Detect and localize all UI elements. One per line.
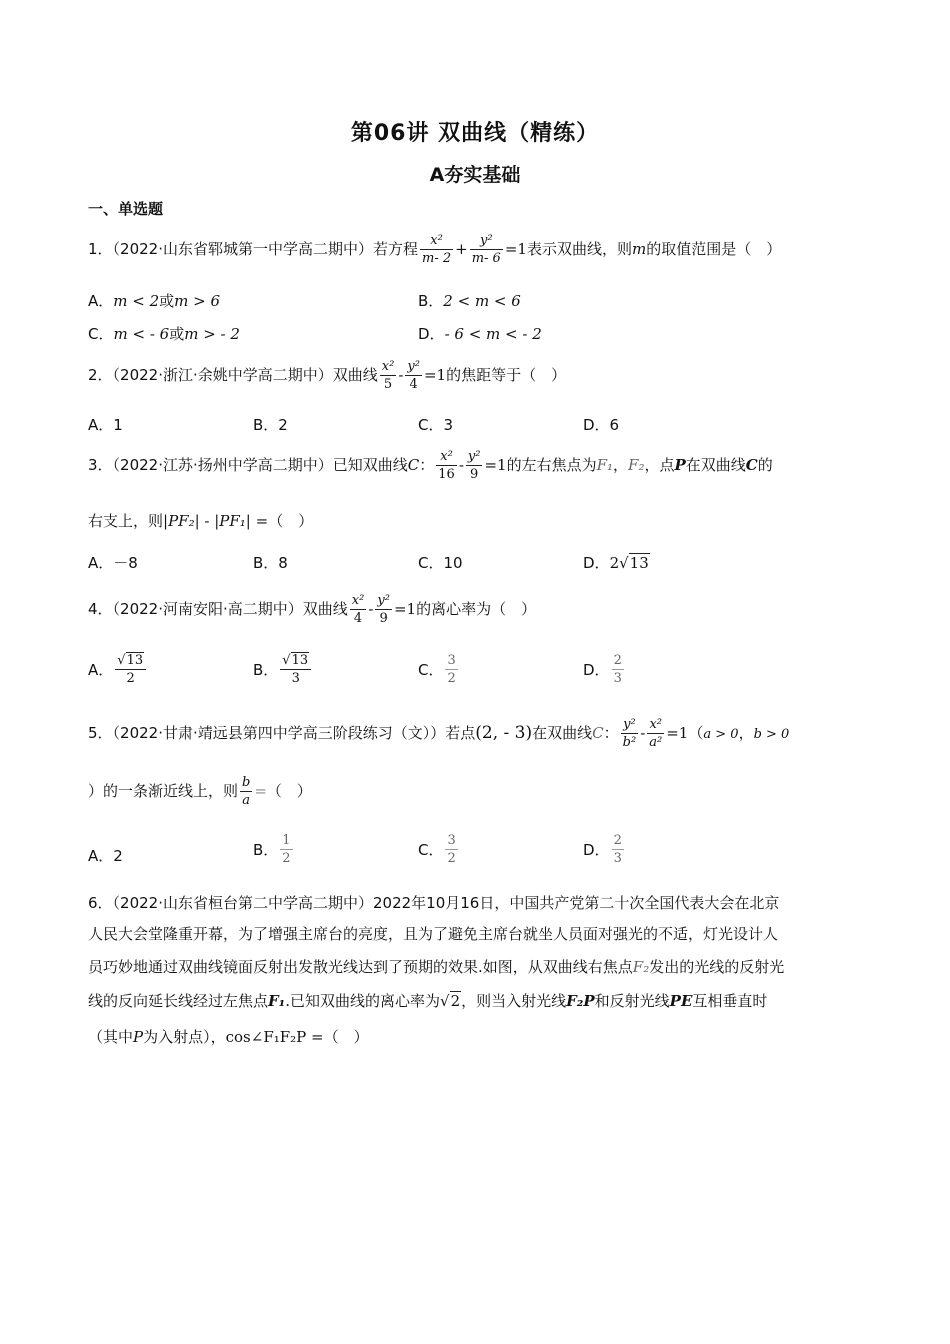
question-6-line-3: 员巧妙地通过双曲线镜面反射出发散光线达到了预期的效果.如图，从双曲线右焦点F₂发出的光线的反射光 <box>88 958 785 976</box>
fraction: $\frac{\text{x²}}{5}$ <box>381 359 395 392</box>
option-a: A．－8 <box>88 554 138 572</box>
option-c: C． $\frac{3}{2}$ <box>418 653 456 686</box>
question-2: 2．（2022·浙江·余姚中学高二期中）双曲线 $\frac{\text{x²}}{5}$ - $\frac{\text{y²}}{4}$ =1的焦距等于（ ） <box>88 359 567 392</box>
fraction: $\frac{\text{y²}}{m- 6}$ <box>471 233 501 266</box>
option-b: B．2 < m < 6 <box>418 292 521 310</box>
option-b: B．8 <box>253 554 288 572</box>
question-6-line-2: 人民大会堂隆重开幕，为了增强主席台的亮度，且为了避免主席台就坐人员面对强光的不适，灯光设计人 <box>88 925 779 943</box>
section-heading: 一、单选题 <box>88 200 164 218</box>
option-c: C． $\frac{3}{2}$ <box>418 833 456 866</box>
question-5-line-2: ）的一条渐近线上，则 $\frac{b}{a}$ =（ ） <box>88 775 312 808</box>
fraction: $\frac{\text{y²}}{4}$ <box>407 359 420 392</box>
question-3-line-2: 右支上，则|PF₂| - |PF₁| =（ ） <box>88 512 314 530</box>
option-c: C．m < - 6或m > - 2 <box>88 325 240 343</box>
question-source: （2022·山东省郓城第一中学高二期中）若方程 <box>112 240 418 258</box>
option-d: D． $\frac{2}{3}$ <box>583 653 622 686</box>
question-6-line-1: 6．（2022·山东省桓台第二中学高二期中）2022年10月16日，中国共产党第二十次全国代表大会在北京 <box>88 894 780 912</box>
fraction: $\frac{\text{x²}}{4}$ <box>351 593 365 626</box>
question-3: 3．（2022·江苏·扬州中学高二期中）已知双曲线C： $\frac{\text{x²}}{16}$ - $\frac{\text{y²}}{9}$ =1的左右焦点为F₁，F₂，点P在双曲线C的 <box>88 449 773 482</box>
option-c: C．10 <box>418 554 463 572</box>
option-d: D． $\frac{2}{3}$ <box>583 833 622 866</box>
page-subtitle: A夯实基础 <box>429 164 521 186</box>
fraction: $\frac{\text{y²}}{9}$ <box>377 593 390 626</box>
option-a: A．2 <box>88 847 123 865</box>
question-5: 5．（2022·甘肃·靖远县第四中学高三阶段练习（文））若点(2, - 3)在双曲线C： $\frac{\text{y²}}{\text{b²}}$ - $\frac{\text{x²}}{\text{a²}}$ =1（a > 0，b > 0 <box>88 717 790 750</box>
option-d: D．2√13 <box>583 554 649 572</box>
fraction: $\frac{b}{a}$ <box>242 775 251 808</box>
option-a: A． $\frac{√13}{2}$ <box>88 652 148 687</box>
option-d: D．6 <box>583 416 620 434</box>
option-b: B．2 <box>253 416 288 434</box>
question-4: 4．（2022·河南安阳·高二期中）双曲线 $\frac{\text{x²}}{4}$ - $\frac{\text{y²}}{9}$ =1的离心率为（ ） <box>88 593 537 626</box>
question-6-line-4: 线的反向延长线经过左焦点F₁.已知双曲线的离心率为√2，则当入射光线F₂P和反射光线PE互相垂直时 <box>88 992 768 1010</box>
option-b: B． $\frac{1}{2}$ <box>253 833 291 866</box>
question-number: 1． <box>88 240 113 258</box>
question-6-line-5: （其中P为入射点），cos∠F₁F₂P =（ ） <box>88 1028 369 1046</box>
page-title: 第06讲 双曲线（精练） <box>350 121 600 146</box>
question-1: 1．（2022·山东省郓城第一中学高二期中）若方程 $\frac{\text{x²}}{m- 2}$ + $\frac{\text{y²}}{m- 6}$ =1表示双曲线，则m的取值范围是（ ） <box>88 233 782 266</box>
fraction: $\frac{\text{x²}}{16}$ <box>438 449 455 482</box>
option-b: B． $\frac{√13}{3}$ <box>253 652 313 687</box>
fraction: $\frac{\text{x²}}{\text{a²}}$ <box>649 717 663 750</box>
option-d: D．- 6 < m < - 2 <box>418 325 542 343</box>
fraction: $\frac{\text{y²}}{9}$ <box>467 449 481 482</box>
fraction: $\frac{\text{y²}}{\text{b²}}$ <box>622 717 637 750</box>
option-a: A．m < 2或m > 6 <box>88 292 221 310</box>
fraction: $\frac{\text{x²}}{m- 2}$ <box>422 233 452 266</box>
option-a: A．1 <box>88 416 123 434</box>
option-c: C．3 <box>418 416 454 434</box>
